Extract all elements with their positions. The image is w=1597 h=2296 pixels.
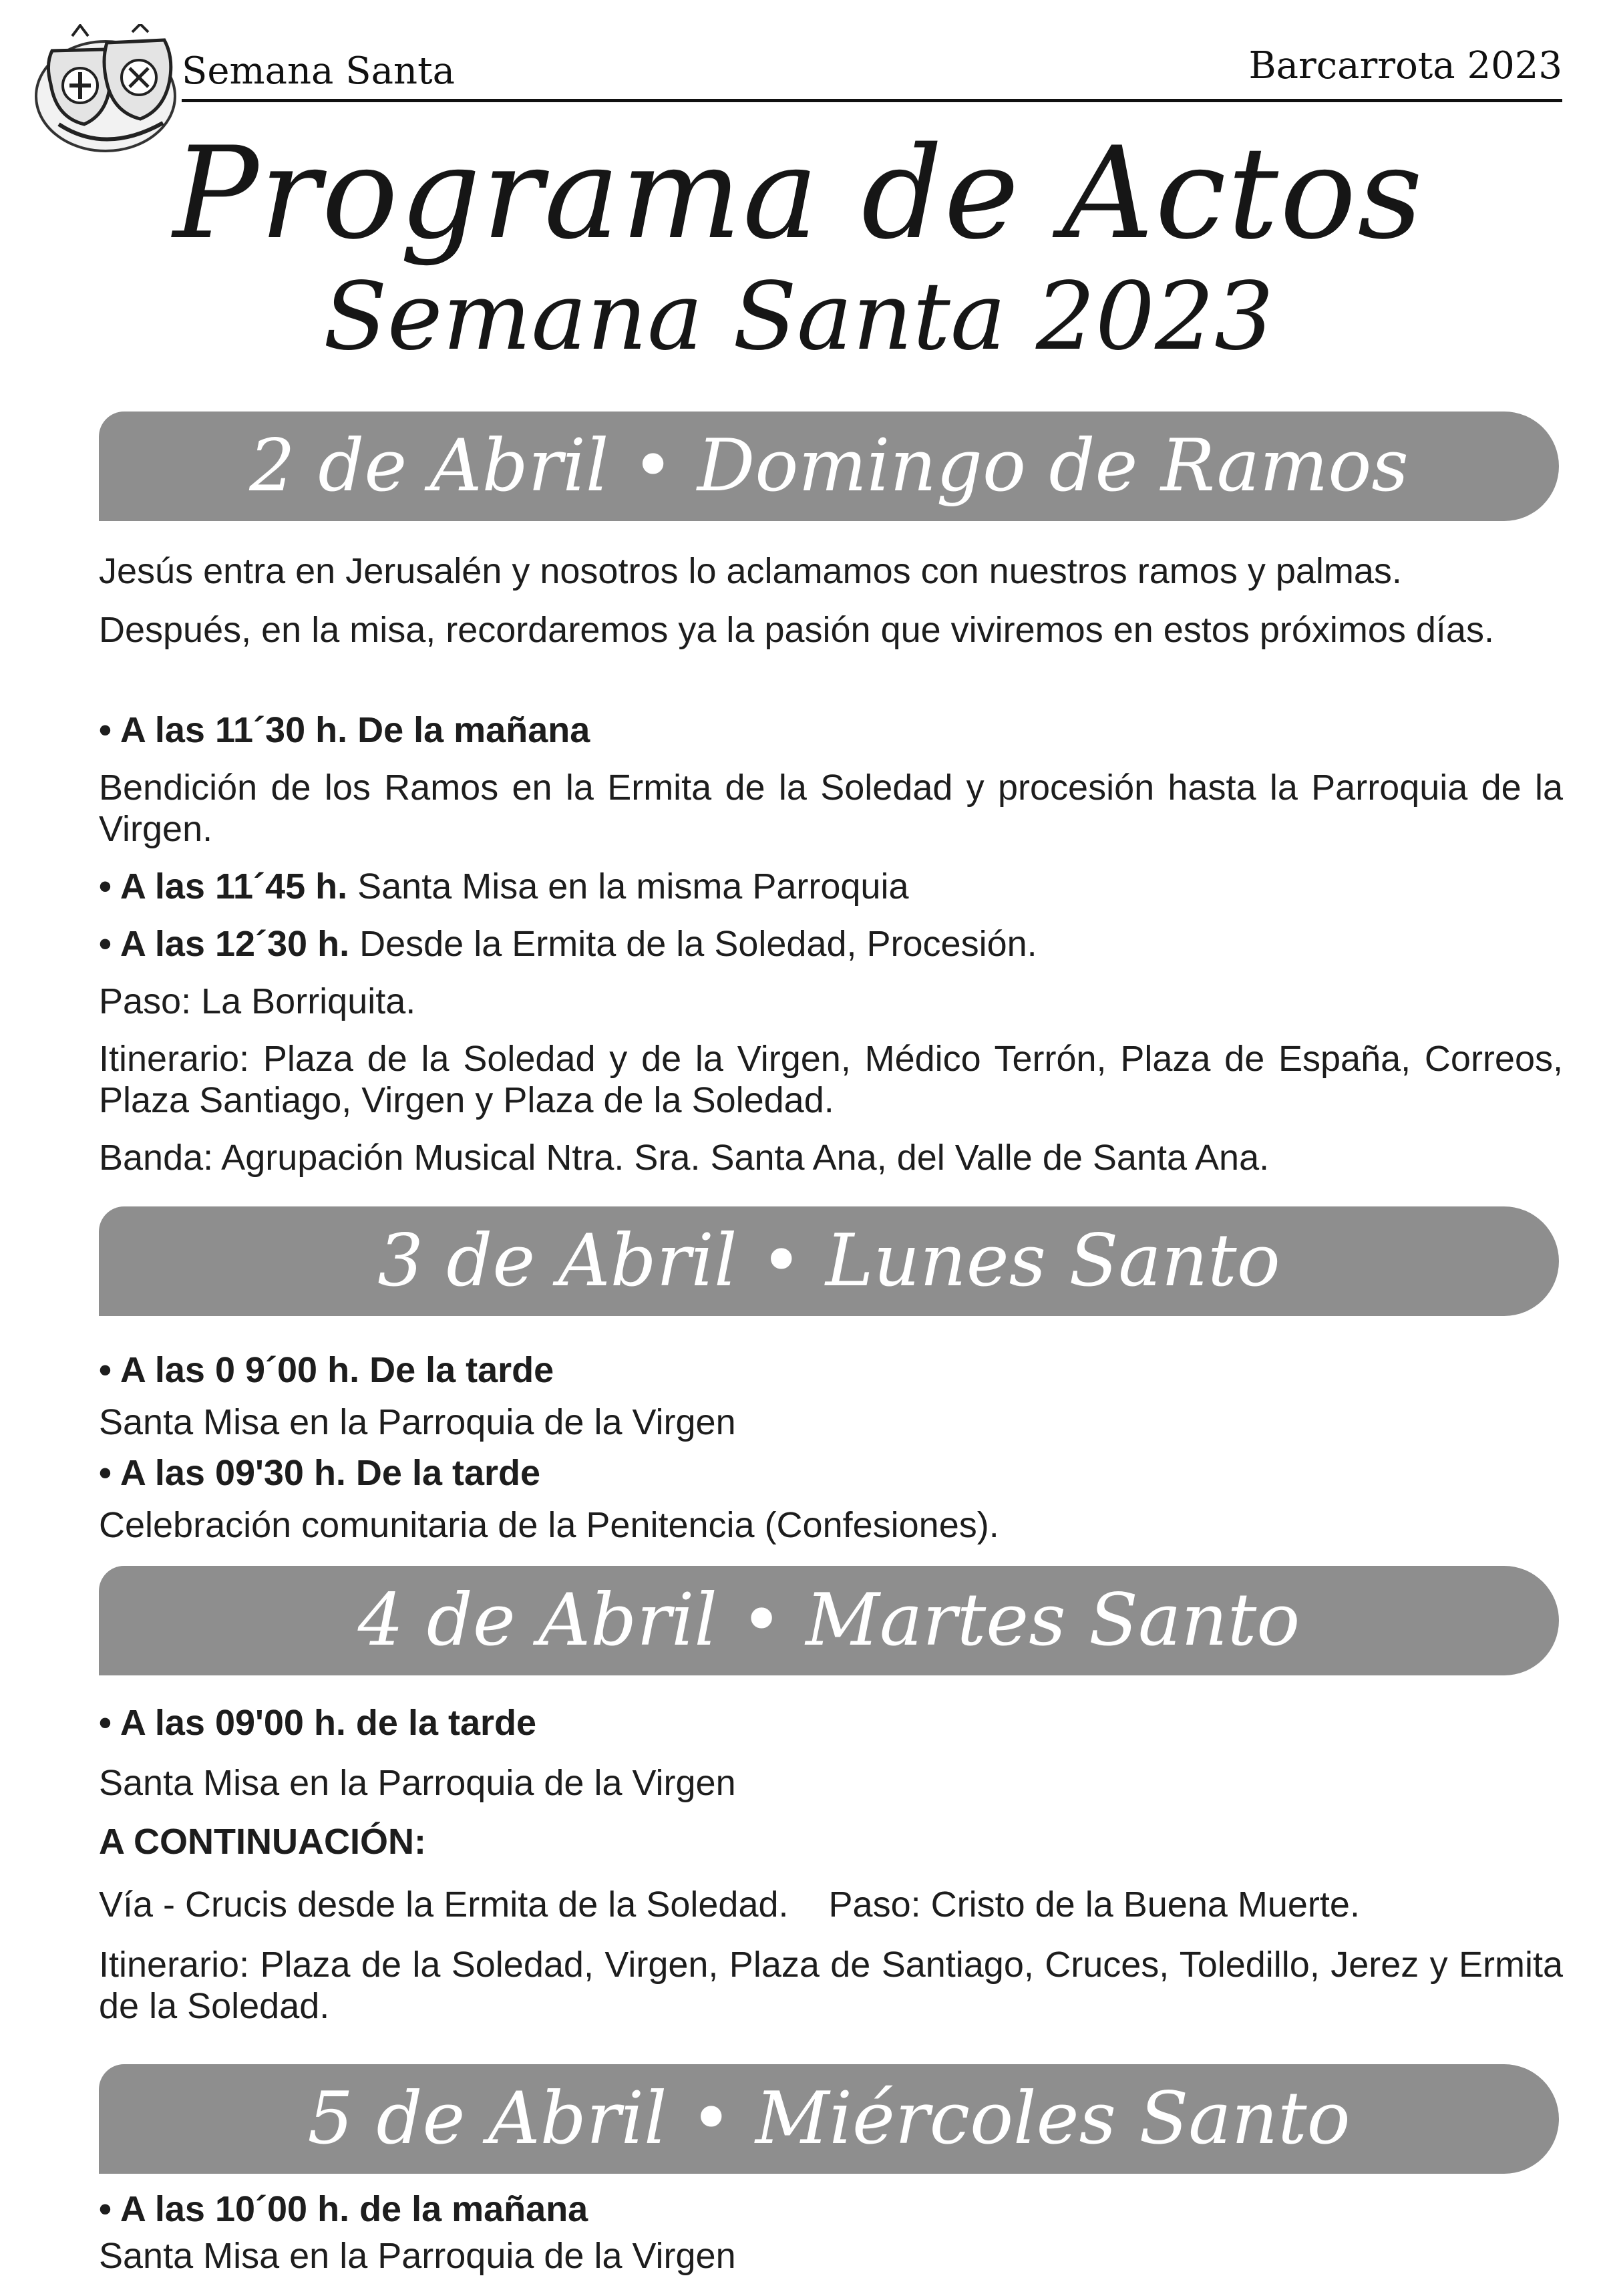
itinerary: Itinerario: Plaza de la Soledad, Virgen, Plaza de Santiago, Cruces, Toledillo, Jerez y Ermita de la Soledad.	[99, 1945, 1563, 2026]
itinerary: Itinerario: Plaza de la Soledad y de la Virgen, Médico Terrón, Plaza de España, Correos, Plaza Santiago, Virgen y Plaza de la Soledad.	[99, 1039, 1563, 1120]
header-rule	[182, 99, 1562, 102]
event-time: • A las 10´00 h. de la mañana	[99, 2189, 588, 2229]
paso-line: Paso: Cristo de la Buena Muerte.	[828, 1884, 1360, 1925]
via-crucis-line	[99, 1884, 1563, 1925]
page-subtitle: Semana Santa 2023	[323, 263, 1274, 371]
event-description: Santa Misa en la misma Parroquia	[357, 866, 909, 907]
event-description: Desde la Ermita de la Soledad, Procesión.	[359, 924, 1037, 964]
band-line: Banda: Agrupación Musical Ntra. Sra. Santa Ana, del Valle de Santa Ana.	[99, 1138, 1270, 1178]
event-description: Bendición de los Ramos en la Ermita de la Soledad y procesión hasta la Parroquia de la Virgen.	[99, 768, 1563, 849]
event-description: Santa Misa en la Parroquia de la Virgen	[99, 2236, 736, 2276]
day-banner-domingo-de-ramos: 2 de Abril • Domingo de Ramos	[99, 412, 1559, 521]
event-time: • A las 0 9´00 h. De la tarde	[99, 1350, 554, 1390]
paragraph: Después, en la misa, recordaremos ya la pasión que viviremos en estos próximos días.	[99, 610, 1494, 650]
event-time: • A las 12´30 h.	[99, 924, 350, 964]
event-description: Santa Misa en la Parroquia de la Virgen	[99, 1402, 736, 1442]
via-crucis: Vía - Crucis desde la Ermita de la Soledad.	[99, 1884, 789, 1925]
event-description: Santa Misa en la Parroquia de la Virgen	[99, 1763, 736, 1803]
event-line	[99, 923, 1563, 965]
event-line	[99, 866, 1563, 907]
event-time: • A las 09'00 h. de la tarde	[99, 1703, 537, 1743]
header-right-title: Barcarrota 2023	[1248, 44, 1562, 88]
event-time: • A las 11´30 h. De la mañana	[99, 710, 590, 750]
event-time: • A las 09'30 h. De la tarde	[99, 1453, 541, 1493]
paso-line: Paso: La Borriquita.	[99, 981, 416, 1021]
paragraph: Jesús entra en Jerusalén y nosotros lo aclamamos con nuestros ramos y palmas.	[99, 551, 1402, 591]
day-banner-martes-santo: 4 de Abril • Martes Santo	[99, 1566, 1559, 1675]
day-banner-lunes-santo: 3 de Abril • Lunes Santo	[99, 1206, 1559, 1316]
continuation-heading: A CONTINUACIÓN:	[99, 1822, 426, 1862]
day-banner-miercoles-santo: 5 de Abril • Miércoles Santo	[99, 2064, 1559, 2174]
event-description: Celebración comunitaria de la Penitencia (Confesiones).	[99, 1505, 999, 1545]
event-time: • A las 11´45 h.	[99, 866, 348, 907]
header-left-title: Semana Santa	[182, 49, 455, 93]
page-title: Programa de Actos	[173, 120, 1424, 267]
